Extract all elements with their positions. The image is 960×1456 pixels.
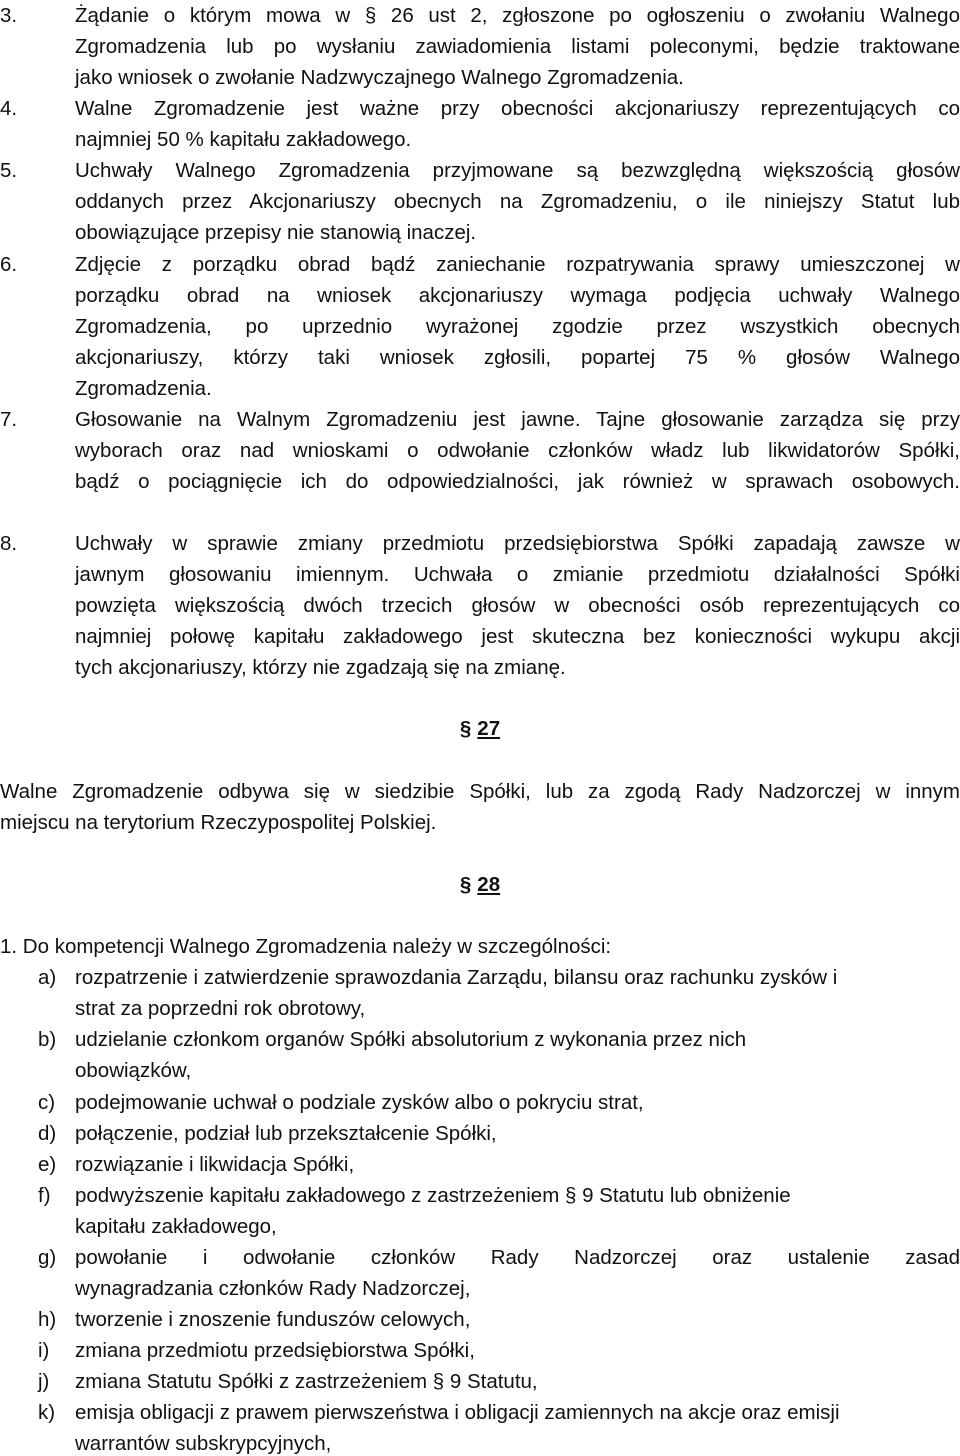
paragraph-item-6 — [0, 249, 960, 404]
text-line: jawnym głosowaniu imiennym. Uchwała o zmianie przedmiotu działalności Spółki — [75, 563, 960, 586]
text-line: Walne Zgromadzenie jest ważne przy obecności akcjonariuszy reprezentujących co — [75, 97, 960, 120]
section-27-paragraph — [0, 776, 960, 838]
text-line: zmiana Statutu Spółki z zastrzeżeniem § 9 Statutu, — [75, 1370, 538, 1393]
paragraph-item-7 — [0, 404, 960, 497]
list-letter: e) — [38, 1153, 57, 1176]
item-number: 7. — [0, 408, 18, 431]
paragraph-item-4 — [0, 93, 960, 155]
section-heading-27 — [0, 713, 960, 744]
text-line: podejmowanie uchwał o podziale zysków albo o pokryciu strat, — [75, 1091, 644, 1114]
text-line: kapitału zakładowego, — [75, 1215, 277, 1238]
text-line: Uchwały Walnego Zgromadzenia przyjmowane są bezwzględną większością głosów — [75, 159, 960, 182]
item-number: 8. — [0, 532, 18, 555]
text-line: strat za poprzedni rok obrotowy, — [75, 997, 366, 1020]
list-letter: d) — [38, 1122, 57, 1145]
text-line: bądź o pociągnięcie ich do odpowiedzialności, jak również w sprawach osobowych. — [75, 470, 960, 493]
text-line: Walne Zgromadzenie odbywa się w siedzibie Spółki, lub za zgodą Rady Nadzorczej w innym — [0, 780, 960, 803]
item-number: 6. — [0, 253, 18, 276]
item-number: 3. — [0, 4, 18, 27]
text-line: wynagradzania członków Rady Nadzorczej, — [75, 1277, 471, 1300]
text-line: zmiana przedmiotu przedsiębiorstwa Spółki, — [75, 1339, 475, 1362]
text-line: Zdjęcie z porządku obrad bądź zaniechanie rozpatrywania sprawy umieszczonej w — [75, 253, 960, 276]
text-line: jako wniosek o zwołanie Nadzwyczajnego Walnego Zgromadzenia. — [75, 66, 684, 89]
list-letter: g) — [38, 1246, 57, 1269]
text-line: powołanie i odwołanie członków Rady Nadzorczej oraz ustalenie zasad — [75, 1246, 960, 1269]
text-line: Zgromadzenia. — [75, 377, 212, 400]
text-line: najmniej połowę kapitału zakładowego jest skuteczna bez konieczności wykupu akcji — [75, 625, 960, 648]
list-letter: j) — [38, 1370, 50, 1393]
text-line: najmniej 50 % kapitału zakładowego. — [75, 128, 412, 151]
section-28-intro: 1. Do kompetencji Walnego Zgromadzenia należy w szczególności: — [0, 935, 612, 958]
text-line: połączenie, podział lub przekształcenie Spółki, — [75, 1122, 497, 1145]
paragraph-item-8 — [0, 528, 960, 683]
text-line: obowiązujące przepisy nie stanowią inaczej. — [75, 221, 477, 244]
list-item-a — [0, 962, 960, 1024]
text-line: Zgromadzenia, po uprzednio wyrażonej zgodzie przez wszystkich obecnych — [75, 315, 960, 338]
section-symbol: § — [459, 873, 472, 896]
text-line: akcjonariuszy, którzy taki wniosek zgłosili, popartej 75 % głosów Walnego — [75, 346, 960, 369]
list-item-g — [0, 1242, 960, 1304]
text-line: emisja obligacji z prawem pierwszeństwa i obligacji zamiennych na akcje oraz emisji — [75, 1401, 840, 1424]
text-line: Głosowanie na Walnym Zgromadzeniu jest jawne. Tajne głosowanie zarządza się przy — [75, 408, 960, 431]
list-letter: h) — [38, 1308, 57, 1331]
text-line: powzięta większością dwóch trzecich głosów w obecności osób reprezentujących co — [75, 594, 960, 617]
item-number: 4. — [0, 97, 18, 120]
text-line: Żądanie o którym mowa w § 26 ust 2, zgłoszone po ogłoszeniu o zwołaniu Walnego — [75, 4, 960, 27]
text-line: porządku obrad na wniosek akcjonariuszy wymaga podjęcia uchwały Walnego — [75, 284, 960, 307]
list-item-d — [0, 1118, 960, 1149]
text-line: obowiązków, — [75, 1059, 192, 1082]
paragraph-item-5 — [0, 155, 960, 248]
text-line: Uchwały w sprawie zmiany przedmiotu przedsiębiorstwa Spółki zapadają zawsze w — [75, 532, 960, 555]
list-letter: b) — [38, 1028, 57, 1051]
list-letter: k) — [38, 1401, 56, 1424]
list-item-k — [0, 1397, 960, 1456]
list-letter: a) — [38, 966, 57, 989]
section-symbol: § — [459, 717, 472, 740]
list-item-b — [0, 1024, 960, 1086]
text-line: Zgromadzenia lub po wysłaniu zawiadomienia listami poleconymi, będzie traktowane — [75, 35, 960, 58]
list-letter: c) — [38, 1091, 56, 1114]
text-line: tych akcjonariuszy, którzy nie zgadzają się na zmianę. — [75, 656, 566, 679]
list-letter: f) — [38, 1184, 51, 1207]
text-line: udzielanie członkom organów Spółki absolutorium z wykonania przez nich — [75, 1028, 747, 1051]
list-item-j — [0, 1366, 960, 1397]
list-item-e — [0, 1149, 960, 1180]
text-line: tworzenie i znoszenie funduszów celowych, — [75, 1308, 471, 1331]
text-line: rozwiązanie i likwidacja Spółki, — [75, 1153, 355, 1176]
section-number: 28 — [477, 873, 501, 896]
text-line: miejscu na terytorium Rzeczypospolitej Polskiej. — [0, 811, 437, 834]
list-item-i — [0, 1335, 960, 1366]
paragraph-item-3 — [0, 0, 960, 93]
section-heading-28 — [0, 869, 960, 900]
list-item-f — [0, 1180, 960, 1242]
text-line: wyborach oraz nad wnioskami o odwołanie członków władz lub likwidatorów Spółki, — [75, 439, 960, 462]
item-number: 5. — [0, 159, 18, 182]
text-line: oddanych przez Akcjonariuszy obecnych na Zgromadzeniu, o ile niniejszy Statut lub — [75, 190, 960, 213]
text-line: podwyższenie kapitału zakładowego z zastrzeżeniem § 9 Statutu lub obniżenie — [75, 1184, 791, 1207]
list-letter: i) — [38, 1339, 50, 1362]
section-number: 27 — [477, 717, 501, 740]
list-item-c — [0, 1087, 960, 1118]
text-line: warrantów subskrypcyjnych, — [75, 1432, 332, 1455]
text-line: rozpatrzenie i zatwierdzenie sprawozdania Zarządu, bilansu oraz rachunku zysków i — [75, 966, 838, 989]
list-item-h — [0, 1304, 960, 1335]
